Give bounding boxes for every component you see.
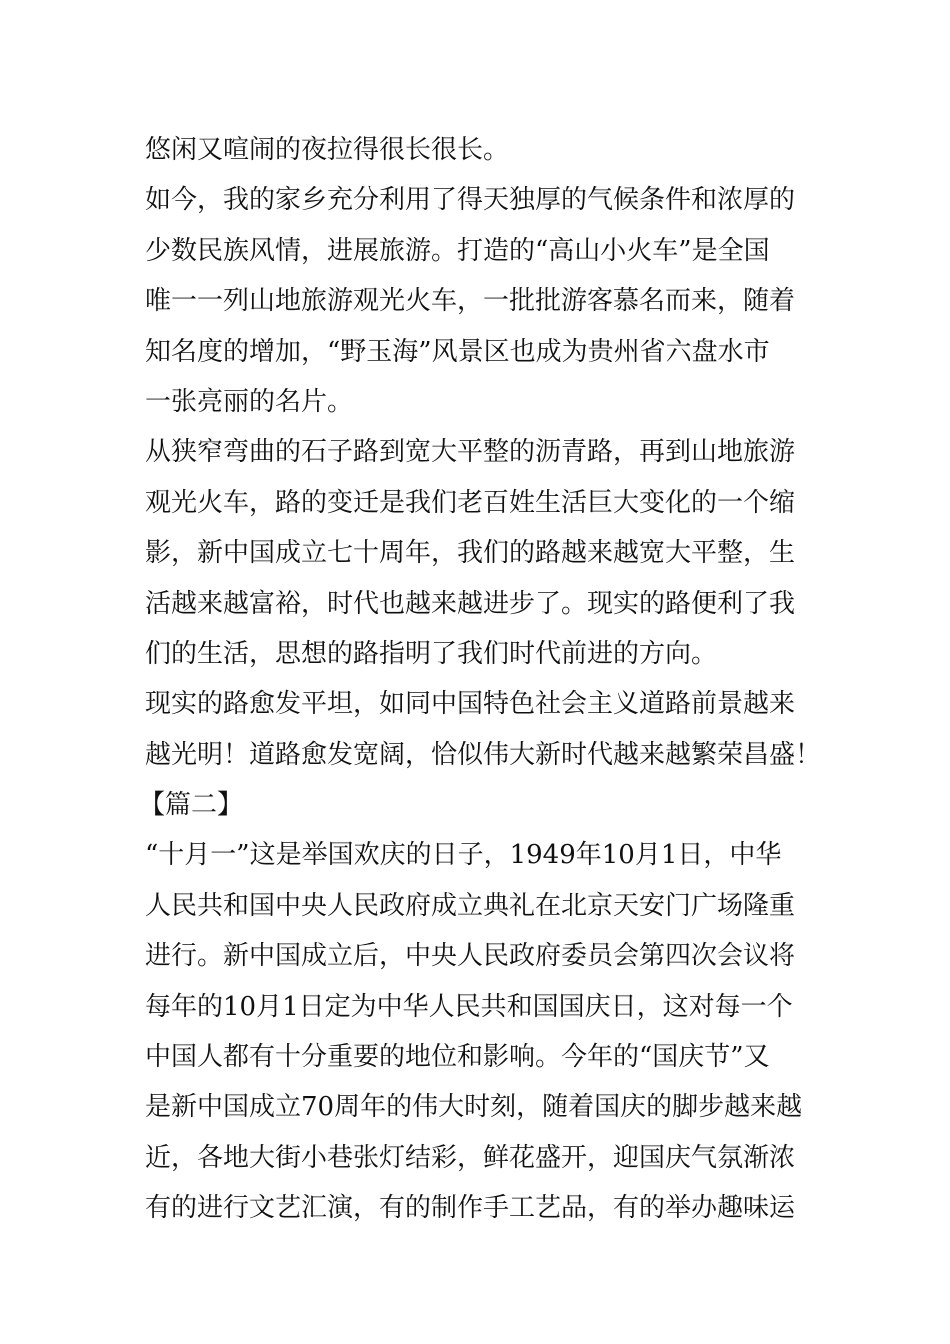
text-line: 影，新中国成立七十周年，我们的路越来越宽大平整，生 xyxy=(145,538,796,569)
text-line: 唯一一列山地旅游观光火车，一批批游客慕名而来，随着 xyxy=(145,286,796,317)
text-line: 如今，我的家乡充分利用了得天独厚的气候条件和浓厚的 xyxy=(145,185,796,216)
text-line: 少数民族风情，进展旅游。打造的“高山小火车”是全国 xyxy=(145,235,770,266)
body-text xyxy=(139,125,822,1234)
text-line: 中国人都有十分重要的地位和影响。今年的“国庆节”又 xyxy=(145,1042,770,1073)
text-line: 一张亮丽的名片。 xyxy=(145,386,354,417)
text-line: 悠闲又喧闹的夜拉得很长很长。 xyxy=(145,135,510,165)
text-line: 每年的10月1日定为中华人民共和国国庆日，这对每一个 xyxy=(145,991,793,1022)
text-line: 进行。新中国成立后，中央人民政府委员会第四次会议将 xyxy=(145,941,796,972)
text-line: 人民共和国中央人民政府成立典礼在北京天安门广场隆重 xyxy=(145,890,796,921)
text-line: 们的生活，思想的路指明了我们时代前进的方向。 xyxy=(145,638,718,669)
text-line: 有的进行文艺汇演，有的制作手工艺品，有的举办趣味运 xyxy=(145,1193,796,1224)
text-line: 观光火车，路的变迁是我们老百姓生活巨大变化的一个缩 xyxy=(145,487,796,518)
text-line: 越光明！道路愈发宽阔，恰似伟大新时代越来越繁荣昌盛！ xyxy=(145,739,822,770)
text-line: 近，各地大街小巷张灯结彩，鲜花盛开，迎国庆气氛渐浓 xyxy=(145,1142,796,1173)
text-line: 现实的路愈发平坦，如同中国特色社会主义道路前景越来 xyxy=(145,689,796,720)
text-line: 是新中国成立70周年的伟大时刻，随着国庆的脚步越来越 xyxy=(145,1092,803,1123)
section-heading: 【篇二】 xyxy=(139,790,244,821)
text-line: “十月一”这是举国欢庆的日子，1949年10月1日，中华 xyxy=(145,840,782,871)
text-line: 知名度的增加，“野玉海”风景区也成为贵州省六盘水市 xyxy=(145,336,770,367)
text-line: 活越来越富裕，时代也越来越进步了。现实的路便利了我 xyxy=(145,588,796,619)
text-line: 从狭窄弯曲的石子路到宽大平整的沥青路，再到山地旅游 xyxy=(145,437,796,468)
